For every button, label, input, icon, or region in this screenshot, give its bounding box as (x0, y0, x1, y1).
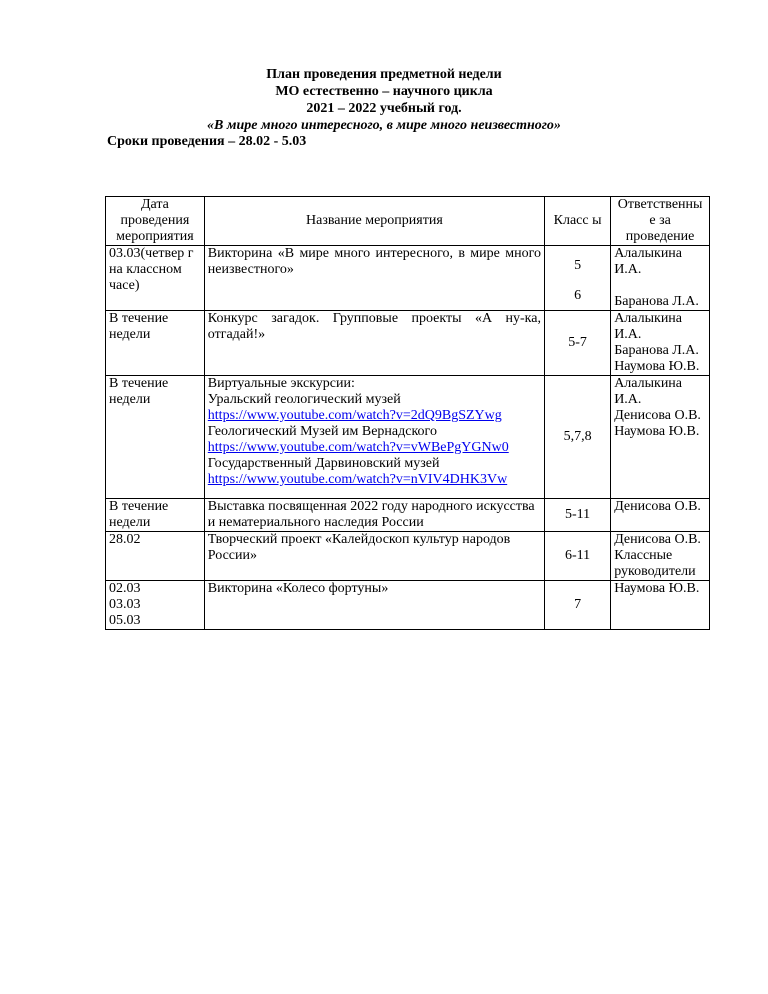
museum-name: Государственный Дарвиновский музей (207, 456, 440, 471)
row-grade: 5-11 (544, 499, 610, 532)
video-link[interactable]: https://www.youtube.com/watch?v=vWBePgYGNw0 (207, 440, 509, 455)
responsible-name: Баранова Л.А. (614, 343, 699, 358)
row-date: В течение недели (106, 499, 205, 532)
header-responsible: Ответственны е за проведение (611, 197, 710, 246)
grade-a: 5 (574, 258, 582, 273)
table-row (106, 532, 710, 581)
table-row (106, 499, 710, 532)
row-event: Творческий проект «Калейдоскоп культур народов России» (204, 532, 544, 581)
row-event: Конкурс загадок. Групповые проекты «А ну-ка, отгадай!» (204, 311, 544, 376)
row-date: 03.03(четвер г на классном часе) (106, 246, 205, 311)
row-date (106, 581, 205, 630)
title-line-3: 2021 – 2022 учебный год. (306, 101, 462, 116)
responsible-name: Наумова Ю.В. (614, 359, 700, 374)
row-event (204, 376, 544, 499)
row-responsible: Наумова Ю.В. (611, 581, 710, 630)
row-responsible (611, 246, 710, 311)
date-item: 02.03 (109, 581, 141, 596)
responsible-name: Денисова О.В. (614, 532, 701, 547)
responsible-a: Алалыкина И.А. (614, 246, 683, 277)
motto: «В мире много интересного, в мире много неизвестного» (207, 118, 561, 133)
table-row (106, 581, 710, 630)
row-grade: 6-11 (544, 532, 610, 581)
header-date: Дата проведения мероприятия (106, 197, 205, 246)
responsible-name: Алалыкина И.А. (614, 311, 683, 342)
document-header (0, 66, 768, 134)
responsible-name: Алалыкина И.А. (614, 376, 683, 407)
grade-b: 6 (574, 288, 582, 303)
responsible-name: Денисова О.В. (614, 408, 701, 423)
museum-name: Геологический Музей им Вернадского (207, 424, 437, 439)
row-grade: 5,7,8 (544, 376, 610, 499)
responsible-name: Наумова Ю.В. (614, 424, 700, 439)
table-row (106, 376, 710, 499)
date-item: 03.03 (109, 597, 141, 612)
row-event: Выставка посвященная 2022 году народного искусства и нематериального наследия России (204, 499, 544, 532)
event-dates: Сроки проведения – 28.02 - 5.03 (107, 134, 307, 149)
row-responsible (611, 311, 710, 376)
date-item: 05.03 (109, 613, 141, 628)
excursions-title: Виртуальные экскурсии: (207, 376, 355, 391)
responsible-name: Классные руководители (614, 548, 696, 579)
table-header-row (106, 197, 710, 246)
video-link[interactable]: https://www.youtube.com/watch?v=2dQ9BgSZYwg (207, 408, 502, 423)
title-line-2: МО естественно – научного цикла (275, 84, 493, 99)
museum-name: Уральский геологический музей (207, 392, 401, 407)
table-row (106, 311, 710, 376)
row-event: Викторина «В мире много интересного, в мире много неизвестного» (204, 246, 544, 311)
header-event: Название мероприятия (204, 197, 544, 246)
row-date: 28.02 (106, 532, 205, 581)
row-responsible: Денисова О.В. (611, 499, 710, 532)
row-grade: 7 (544, 581, 610, 630)
row-responsible (611, 376, 710, 499)
row-event: Викторина «Колесо фортуны» (204, 581, 544, 630)
responsible-b: Баранова Л.А. (614, 294, 699, 309)
row-date: В течение недели (106, 376, 205, 499)
header-grade: Класс ы (544, 197, 610, 246)
row-date: В течение недели (106, 311, 205, 376)
title-line-1: План проведения предметной недели (266, 67, 502, 82)
schedule-table (105, 196, 710, 630)
row-grade: 5-7 (544, 311, 610, 376)
video-link[interactable]: https://www.youtube.com/watch?v=nVIV4DHK3Vw (207, 472, 508, 487)
row-grade (544, 246, 610, 311)
row-responsible (611, 532, 710, 581)
table-row (106, 246, 710, 311)
